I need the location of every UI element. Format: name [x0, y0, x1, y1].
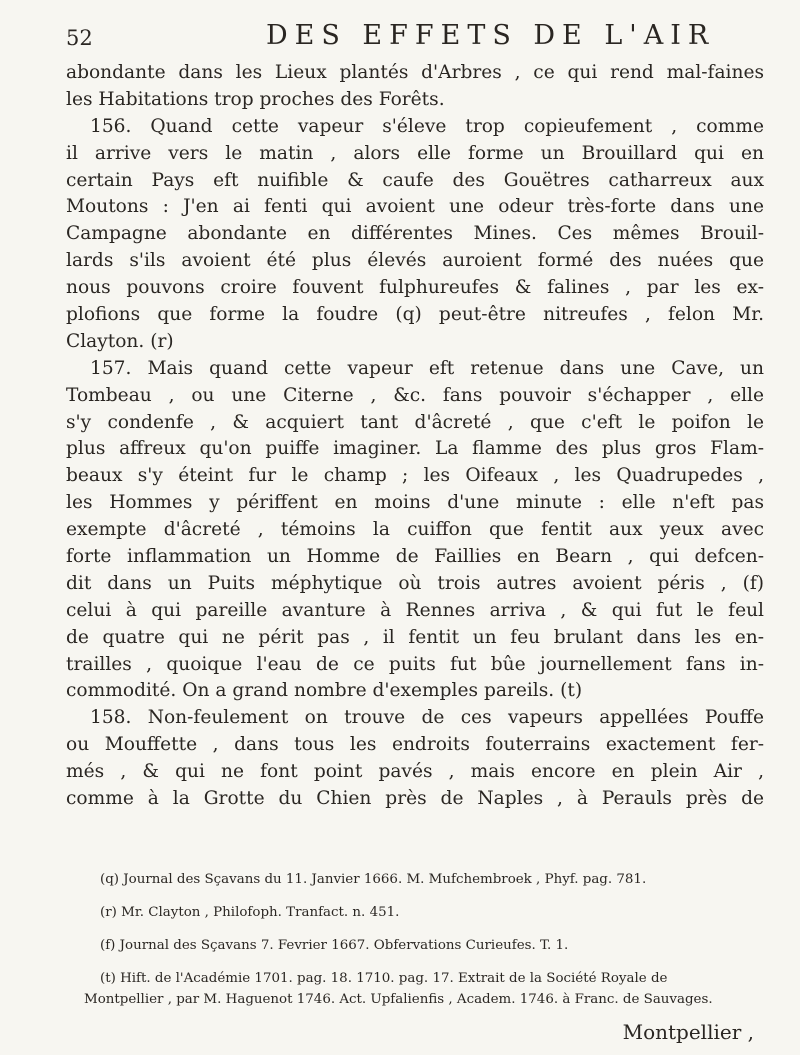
text-line: ou Mouffette , dans tous les endroits fouterrains exactement fer- [66, 734, 764, 756]
text-line: lards s'ils avoient été plus élevés auroient formé des nuées que [66, 250, 764, 272]
text-line: les Habitations trop proches des Forêts. [66, 88, 445, 110]
footnote-f: (f) Journal des Sçavans 7. Fevrier 1667. Obfervations Curieufes. T. 1. [100, 938, 569, 953]
text-line: 158. Non-feulement on trouve de ces vapeurs appellées Pouffe [90, 707, 764, 729]
text-line: s'y condenfe , & acquiert tant d'âcreté , que c'eft le poifon le [66, 411, 764, 433]
text-line: Tombeau , ou une Citerne , &c. fans pouvoir s'échapper , elle [66, 384, 764, 406]
text-line: comme à la Grotte du Chien près de Naples , à Perauls près de [66, 788, 764, 810]
text-line: commodité. On a grand nombre d'exemples pareils. (t) [66, 680, 583, 702]
catchword: Montpellier , [622, 1020, 754, 1044]
footnotes [84, 870, 760, 1009]
text-line: les Hommes y périffent en moins d'une minute : elle n'eft pas [66, 492, 764, 514]
text-line: plofions que forme la foudre (q) peut-être nitreufes , felon Mr. [66, 304, 764, 326]
text-line: certain Pays eft nuifible & caufe des Gouëtres catharreux aux [66, 169, 764, 191]
text-line: beaux s'y éteint fur le champ ; les Oifeaux , les Quadrupedes , [66, 465, 764, 487]
text-line: Clayton. (r) [66, 330, 174, 352]
text-line: dit dans un Puits méphytique où trois autres avoient péris , (f) [66, 572, 764, 594]
text-line: 157. Mais quand cette vapeur eft retenue dans une Cave, un [90, 357, 764, 379]
running-title: DES EFFETS DE L'AIR [266, 20, 716, 51]
body-text [66, 60, 764, 813]
footnote-q: (q) Journal des Sçavans du 11. Janvier 1666. M. Mufchembroek , Phyf. pag. 781. [100, 872, 647, 887]
text-line: celui à qui pareille avanture à Rennes arriva , & qui fut le feul [66, 599, 764, 621]
footnote-t-continuation: Montpellier , par M. Haguenot 1746. Act. Upfalienfis , Academ. 1746. à Franc. de Sauvages. [84, 992, 713, 1007]
text-line: il arrive vers le matin , alors elle forme un Brouillard qui en [66, 142, 764, 164]
footnote-r: (r) Mr. Clayton , Philofoph. Tranfact. n. 451. [100, 905, 400, 920]
text-line: nous pouvons croire fouvent fulphureufes & falines , par les ex- [66, 277, 764, 299]
text-line: plus affreux qu'on puiffe imaginer. La flamme des plus gros Flam- [66, 438, 764, 460]
footnote-t: (t) Hift. de l'Académie 1701. pag. 18. 1710. pag. 17. Extrait de la Société Royale de [100, 971, 668, 986]
page-header [66, 18, 756, 58]
text-line: trailles , quoique l'eau de ce puits fut bûe journellement fans in- [66, 653, 764, 675]
text-line: Campagne abondante en différentes Mines. Ces mêmes Brouil- [66, 223, 764, 245]
text-line: exempte d'âcreté , témoins la cuiffon que fentit aux yeux avec [66, 519, 764, 541]
text-line: abondante dans les Lieux plantés d'Arbres , ce qui rend mal-faines [66, 62, 764, 83]
text-line: de quatre qui ne périt pas , il fentit un feu brulant dans les en- [66, 626, 764, 648]
text-line: forte inflammation un Homme de Faillies en Bearn , qui defcen- [66, 546, 764, 568]
text-line: 156. Quand cette vapeur s'éleve trop copieufement , comme [90, 115, 764, 137]
text-line: Moutons : J'en ai fenti qui avoient une odeur très-forte dans une [66, 196, 764, 218]
text-line: més , & qui ne font point pavés , mais encore en plein Air , [66, 761, 764, 783]
page-number: 52 [66, 26, 93, 50]
